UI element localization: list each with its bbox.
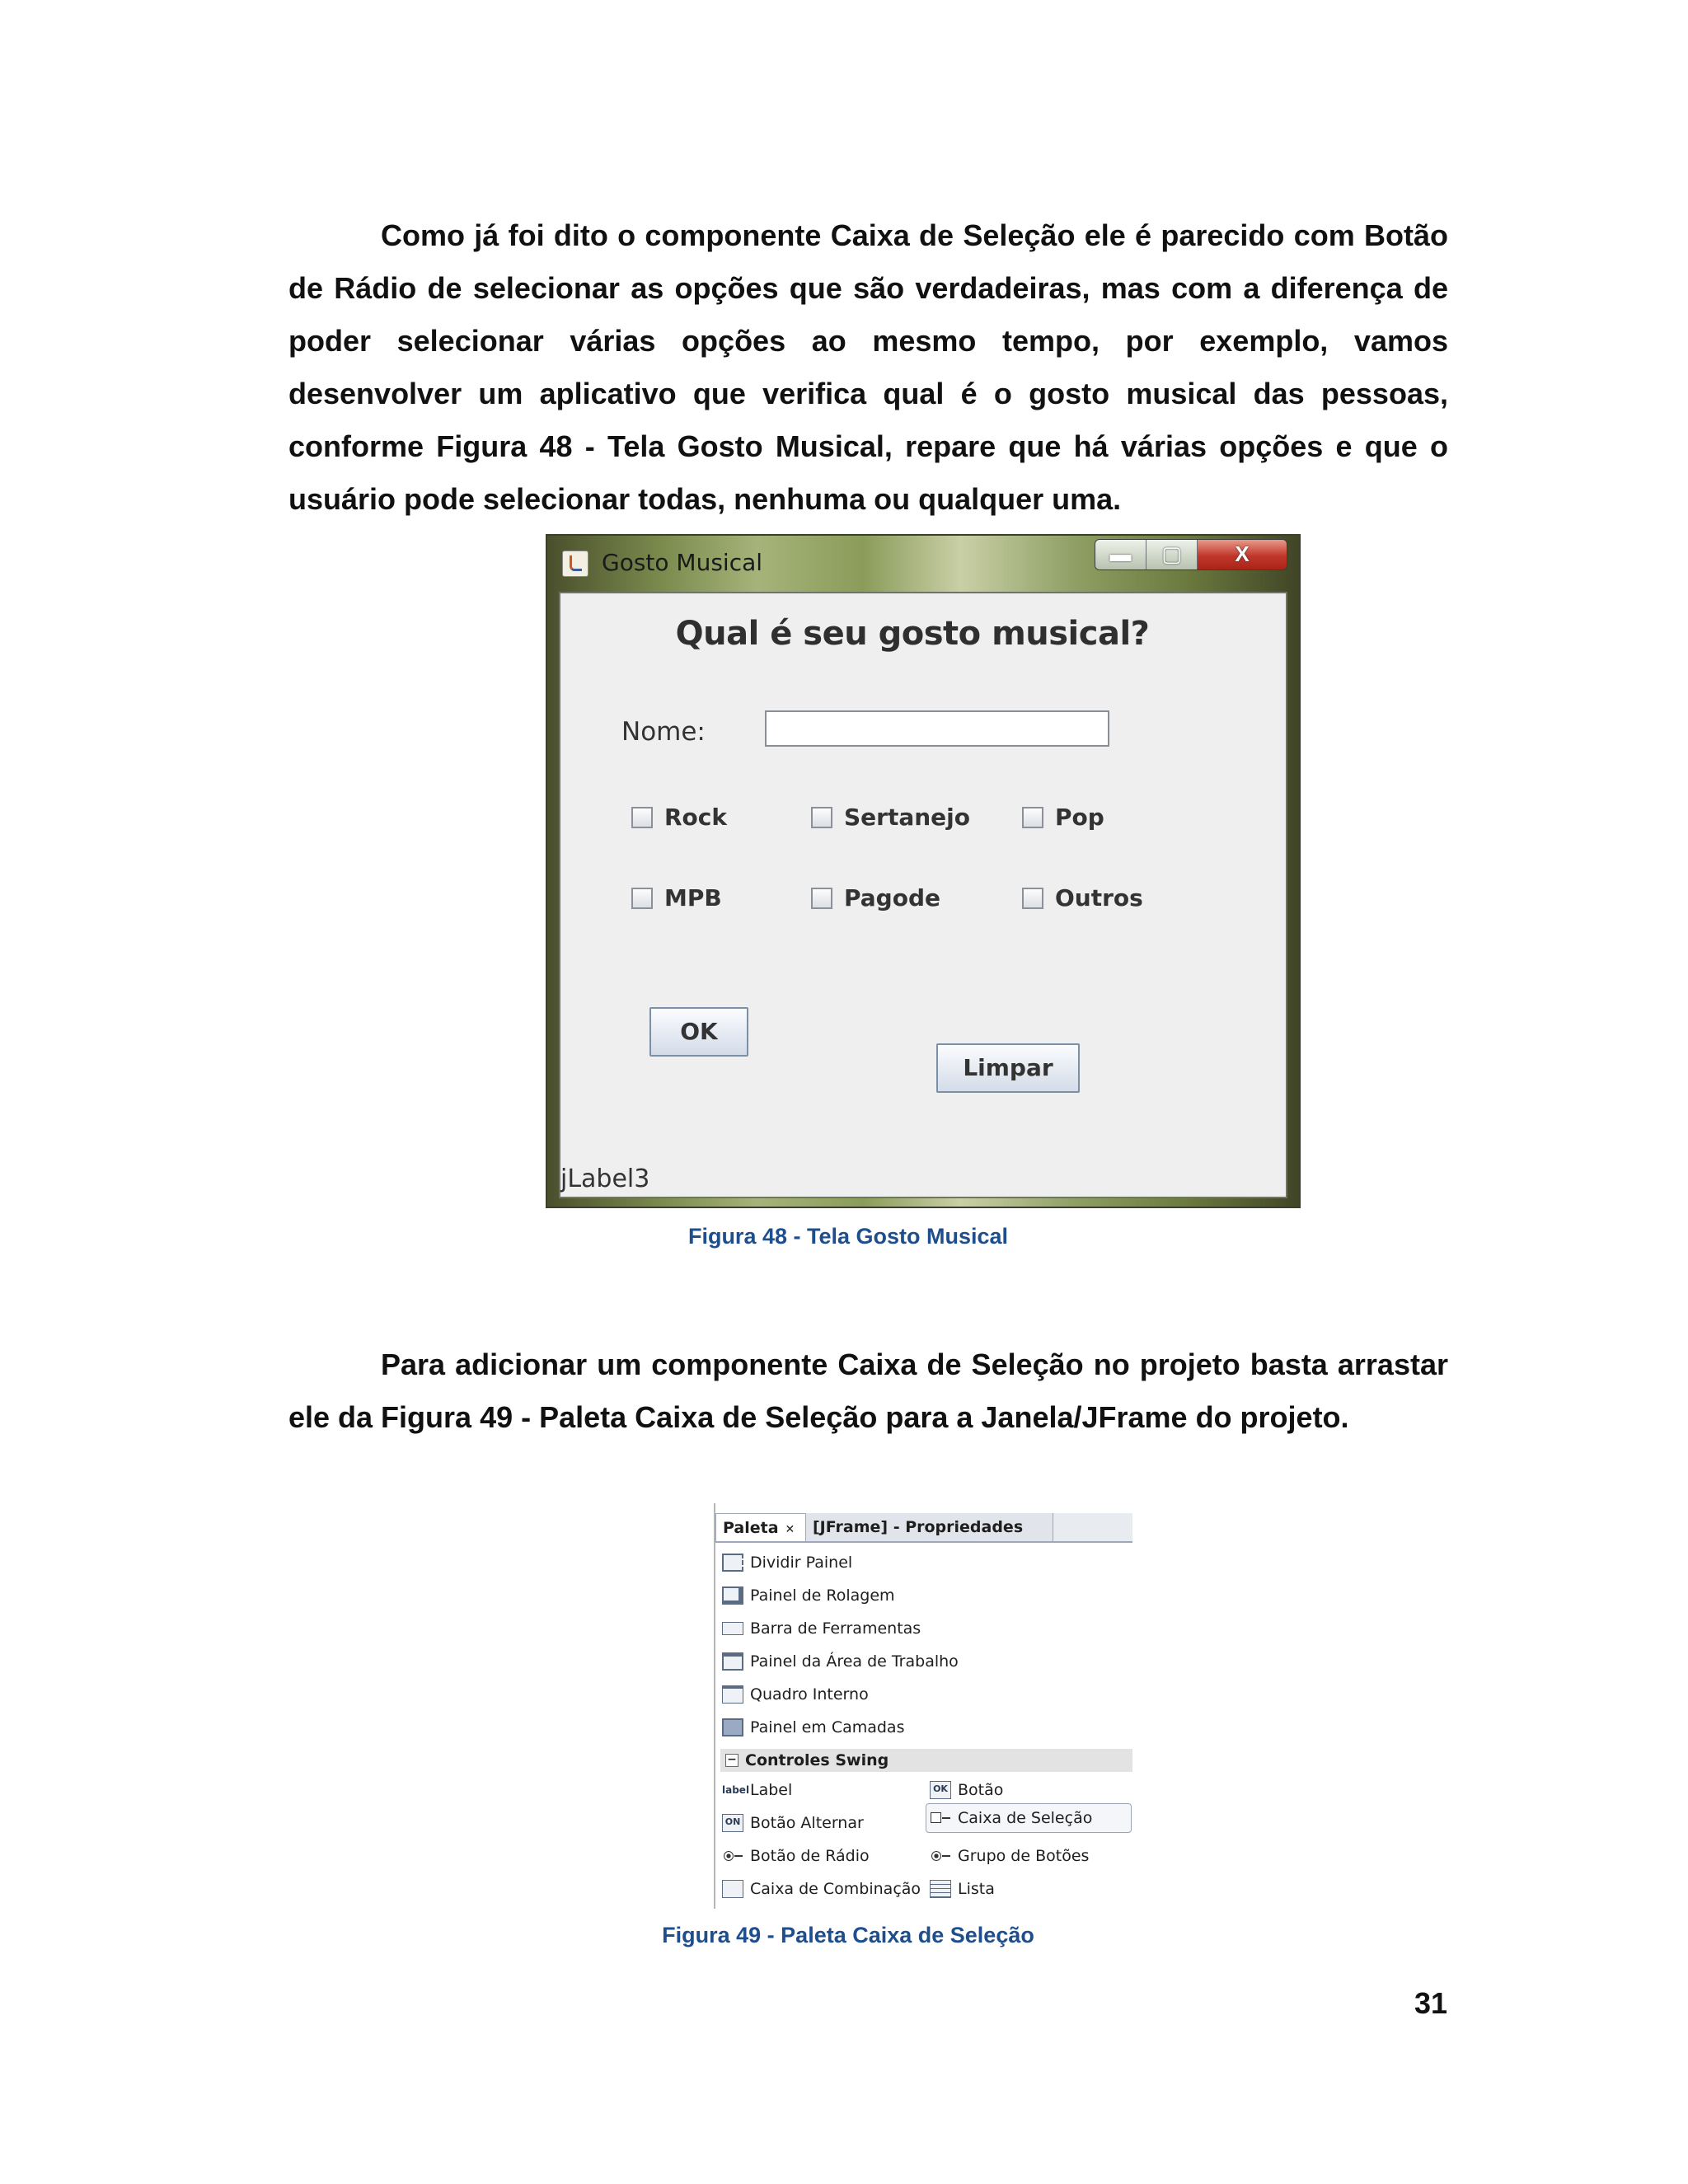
name-label: Nome: [621,717,706,747]
palette-item-label: Lista [958,1880,995,1898]
checkbox-pagode[interactable] [811,884,940,912]
palette-item-painel-de-rolagem[interactable] [722,1582,895,1609]
maximize-icon[interactable]: ▢ [1146,540,1198,569]
palette-item-label: Grupo de Botões [958,1847,1090,1865]
checkbox-icon [1022,888,1043,909]
layered-pane-icon [722,1718,743,1736]
page-number: 31 [1414,1986,1447,2020]
close-icon[interactable]: X [1198,540,1287,569]
internal-frame-icon [722,1685,743,1704]
instruction-paragraph: Para adicionar um componente Caixa de Seleção no projeto basta arrastar ele da Figura 49 - Paleta Caixa de Seleção para a Janela/JFrame do projeto. [288,1347,1448,1434]
palette-item-dividir-painel[interactable] [722,1549,852,1576]
ok-button[interactable]: OK [649,1007,748,1057]
desktop-pane-icon [722,1652,743,1671]
window-controls [1095,539,1287,570]
checkbox-outros[interactable] [1022,884,1143,912]
combo-box-icon [722,1880,743,1898]
palette-item-label: Botão de Rádio [750,1847,870,1865]
name-input[interactable] [765,710,1109,747]
status-label: jLabel3 [560,1165,650,1193]
checkbox-icon [1022,807,1043,828]
checkbox-icon [811,888,832,909]
palette-screenshot [714,1503,1132,1909]
list-icon [930,1880,951,1898]
section-controles-swing[interactable] [720,1749,1132,1772]
tab-palette-label: Paleta [723,1519,779,1537]
checkbox-icon [811,807,832,828]
palette-item-botao[interactable] [930,1777,1003,1803]
minimize-icon[interactable]: ▬ [1095,540,1146,569]
collapse-icon[interactable]: − [725,1754,738,1767]
checkbox-icon [930,1809,951,1827]
palette-item-barra-de-ferramentas[interactable] [722,1615,921,1642]
checkbox-icon [631,807,653,828]
palette-item-painel-em-camadas[interactable] [722,1714,904,1741]
split-pane-icon [722,1554,743,1572]
palette-item-label: Painel de Rolagem [750,1586,895,1605]
palette-item-label-control[interactable] [722,1777,792,1803]
window-content [559,592,1287,1198]
button-icon: OK [930,1781,951,1799]
palette-item-label: Painel da Área de Trabalho [750,1652,959,1671]
palette-item-caixa-de-combinacao[interactable] [722,1876,921,1902]
section-title: Controles Swing [745,1751,889,1769]
palette-item-label: Botão Alternar [750,1814,864,1832]
palette-item-caixa-de-selecao[interactable] [930,1805,1092,1831]
palette-tabs [715,1513,1132,1543]
checkbox-sertanejo[interactable] [811,804,970,831]
button-group-icon [930,1847,951,1865]
toggle-button-icon: ON [722,1814,743,1832]
radio-button-icon [722,1847,743,1865]
palette-item-botao-alternar[interactable] [722,1810,864,1836]
palette-item-label: Caixa de Seleção [958,1809,1093,1827]
scroll-pane-icon [722,1586,743,1605]
checkbox-label: Outros [1055,884,1143,912]
palette-item-label: Label [750,1781,793,1799]
clear-button[interactable]: Limpar [936,1043,1080,1093]
checkbox-label: Rock [664,804,728,831]
tab-properties[interactable]: [JFrame] - Propriedades [806,1513,1053,1541]
palette-item-label: Painel em Camadas [750,1718,905,1736]
checkbox-pop[interactable] [1022,804,1104,831]
tab-close-icon[interactable]: ✕ [785,1523,795,1536]
form-heading: Qual é seu gosto musical? [675,615,1150,653]
palette-item-label: Barra de Ferramentas [750,1619,921,1638]
palette-item-quadro-interno[interactable] [722,1681,869,1708]
palette-item-label: Botão [958,1781,1004,1799]
palette-item-painel-area-trabalho[interactable] [722,1648,959,1675]
intro-paragraph: Como já foi dito o componente Caixa de Seleção ele é parecido com Botão de Rádio de selecionar as opções que são verdadeiras, mas com a diferença de poder selecionar várias opções ao mesmo tempo, por exemplo, vamos desenvolver um aplicativo que verifica qual é o gosto musical das pessoas, conforme Figura 48 - Tela Gosto Musical, repare que há várias opções e que o usuário pode selecionar todas, nenhuma ou qualquer uma. [288,218,1448,516]
checkbox-mpb[interactable] [631,884,722,912]
palette-item-label: Quadro Interno [750,1685,869,1704]
gosto-musical-window-screenshot [546,534,1301,1208]
java-app-icon [562,551,588,577]
checkbox-rock[interactable] [631,804,727,831]
palette-item-lista[interactable] [930,1876,995,1902]
checkbox-label: Sertanejo [844,804,971,831]
window-titlebar [547,536,1299,590]
tab-palette[interactable] [715,1513,806,1541]
checkbox-label: Pagode [844,884,940,912]
figure-48-caption: Figura 48 - Tela Gosto Musical [687,1224,1009,1249]
checkbox-label: MPB [664,884,722,912]
figure-49-caption: Figura 49 - Paleta Caixa de Seleção [662,1923,1034,1947]
palette-item-grupo-de-botoes[interactable] [930,1843,1089,1869]
palette-item-botao-de-radio[interactable] [722,1843,870,1869]
window-title: Gosto Musical [602,549,763,576]
toolbar-icon [722,1622,743,1635]
palette-item-label: Caixa de Combinação [750,1880,921,1898]
palette-item-label: Dividir Painel [750,1554,853,1572]
checkbox-label: Pop [1055,804,1104,831]
checkbox-icon [631,888,653,909]
label-icon: label [722,1784,750,1796]
